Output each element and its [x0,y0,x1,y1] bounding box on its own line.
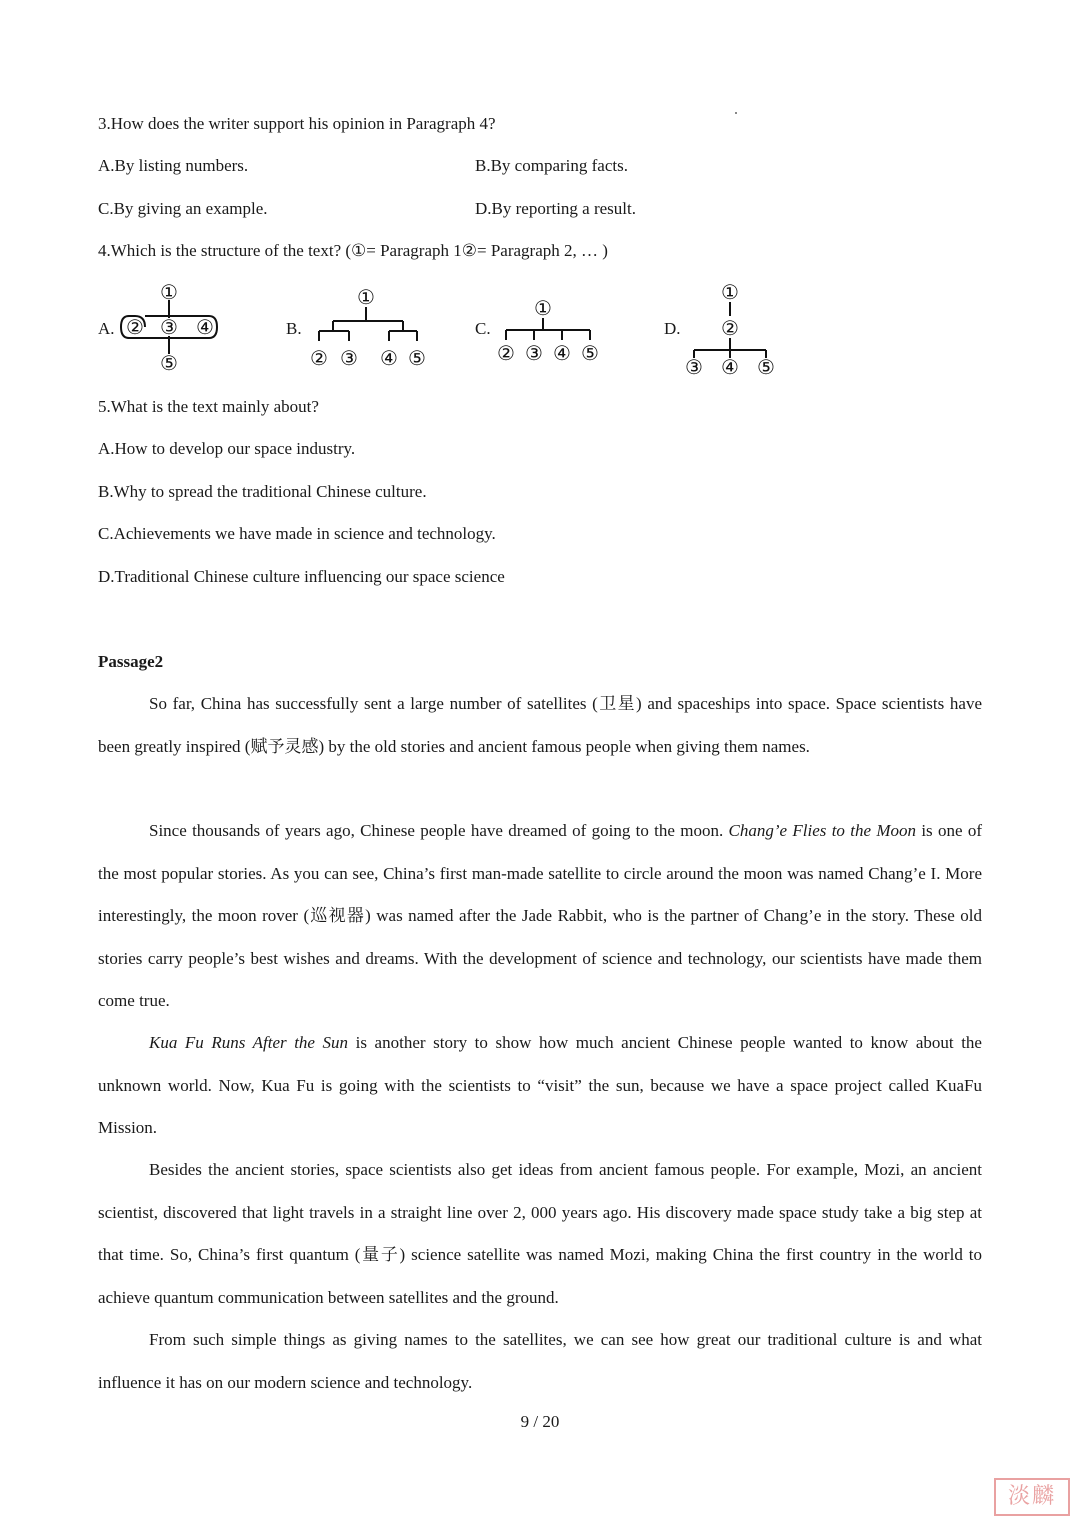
q5-option-c: C.Achievements we have made in science and technology. [98,524,496,543]
passage-paragraph-1: So far, China has successfully sent a large number of satellites (卫星) and spaceships into space. Space scientists have been greatly inspired (赋予灵感) by the old stories and ancient famous people when giving them names. [98,694,982,756]
structure-diagram-a [115,280,225,375]
structure-diagram-b [305,283,435,373]
circle-3-b: ③ [340,346,358,370]
p2-rest: is one of the most popular stories. As you can see, China’s first man-made satellite to circle around the moon was named Chang’e I. More interestingly, the moon rover (巡视器) was named after the Jade Rabbit, who is the partner of Chang’e in the story. These old stories carry people’s best wishes and dreams. With the development of science and technology, our scientists have made them come true. [98,821,982,1010]
passage-paragraph-5: From such simple things as giving names to the satellites, we can see how great our traditional culture is and what influence it has on our modern science and technology. [98,1330,982,1392]
circle-5-d: ⑤ [757,355,775,379]
diagram-c-label: C. [475,319,491,338]
passage-paragraph-2 [98,810,982,1023]
passage-paragraph-3 [98,1022,982,1150]
q3-option-c: C.By giving an example. [98,199,268,218]
circle-2-d: ② [721,316,739,340]
q5-option-d: D.Traditional Chinese culture influencing our space science [98,567,505,586]
page-number: 9 / 20 [520,1412,560,1431]
question-4: 4.Which is the structure of the text? (①= Paragraph 1②= Paragraph 2, … ) [98,241,608,260]
circle-1-b: ① [357,285,375,309]
watermark-seal: 淡麟 [994,1478,1070,1516]
p2-start: Since thousands of years ago, Chinese people have dreamed of going to the moon. [149,821,729,840]
diagram-b-label: B. [286,319,302,338]
circle-5-a: ⑤ [160,351,178,375]
circle-4-a: ④ [196,315,214,339]
q3-option-b: B.By comparing facts. [475,156,628,175]
circle-1-d: ① [721,280,739,304]
q5-option-b: B.Why to spread the traditional Chinese culture. [98,482,427,501]
structure-diagram-c [494,294,604,366]
circle-3-d: ③ [685,355,703,379]
diagram-d-label: D. [664,319,681,338]
q3-option-d: D.By reporting a result. [475,199,636,218]
question-5: 5.What is the text mainly about? [98,397,319,416]
circle-5-c: ⑤ [581,341,599,365]
p3-story-title: Kua Fu Runs After the Sun [149,1033,349,1052]
circle-1-c: ① [534,296,552,320]
circle-4-c: ④ [553,341,571,365]
p2-story-title: Chang’e Flies to the Moon [728,821,916,840]
circle-4-b: ④ [380,346,398,370]
circle-2-a: ② [126,315,144,339]
circle-3-a: ③ [160,315,178,339]
passage-paragraph-4: Besides the ancient stories, space scientists also get ideas from ancient famous people. For example, Mozi, an ancient scientist, discovered that light travels in a straight line over 2, 000 years ago. His discovery made space study take a big step at that time. So, China’s first quantum (量子) science satellite was named Mozi, making China the first country in the world to achieve quantum communication between satellites and the ground. [98,1160,982,1307]
speck [735,112,737,114]
p3-rest: is another story to show how much ancient Chinese people wanted to know about the unknown world. Now, Kua Fu is going with the scientists to “visit” the sun, because we have a space project called KuaFu Mission. [98,1033,982,1137]
circle-3-c: ③ [525,341,543,365]
q3-option-a: A.By listing numbers. [98,156,249,175]
q5-option-a: A.How to develop our space industry. [98,439,356,458]
passage-title: Passage2 [98,652,164,671]
question-3: 3.How does the writer support his opinion in Paragraph 4? [98,114,496,133]
circle-2-c: ② [497,341,515,365]
circle-4-d: ④ [721,355,739,379]
structure-diagram-d [680,280,785,380]
circle-5-b: ⑤ [408,346,426,370]
circle-1-a: ① [160,280,178,304]
circle-2-b: ② [310,346,328,370]
diagram-a-label: A. [98,319,115,338]
